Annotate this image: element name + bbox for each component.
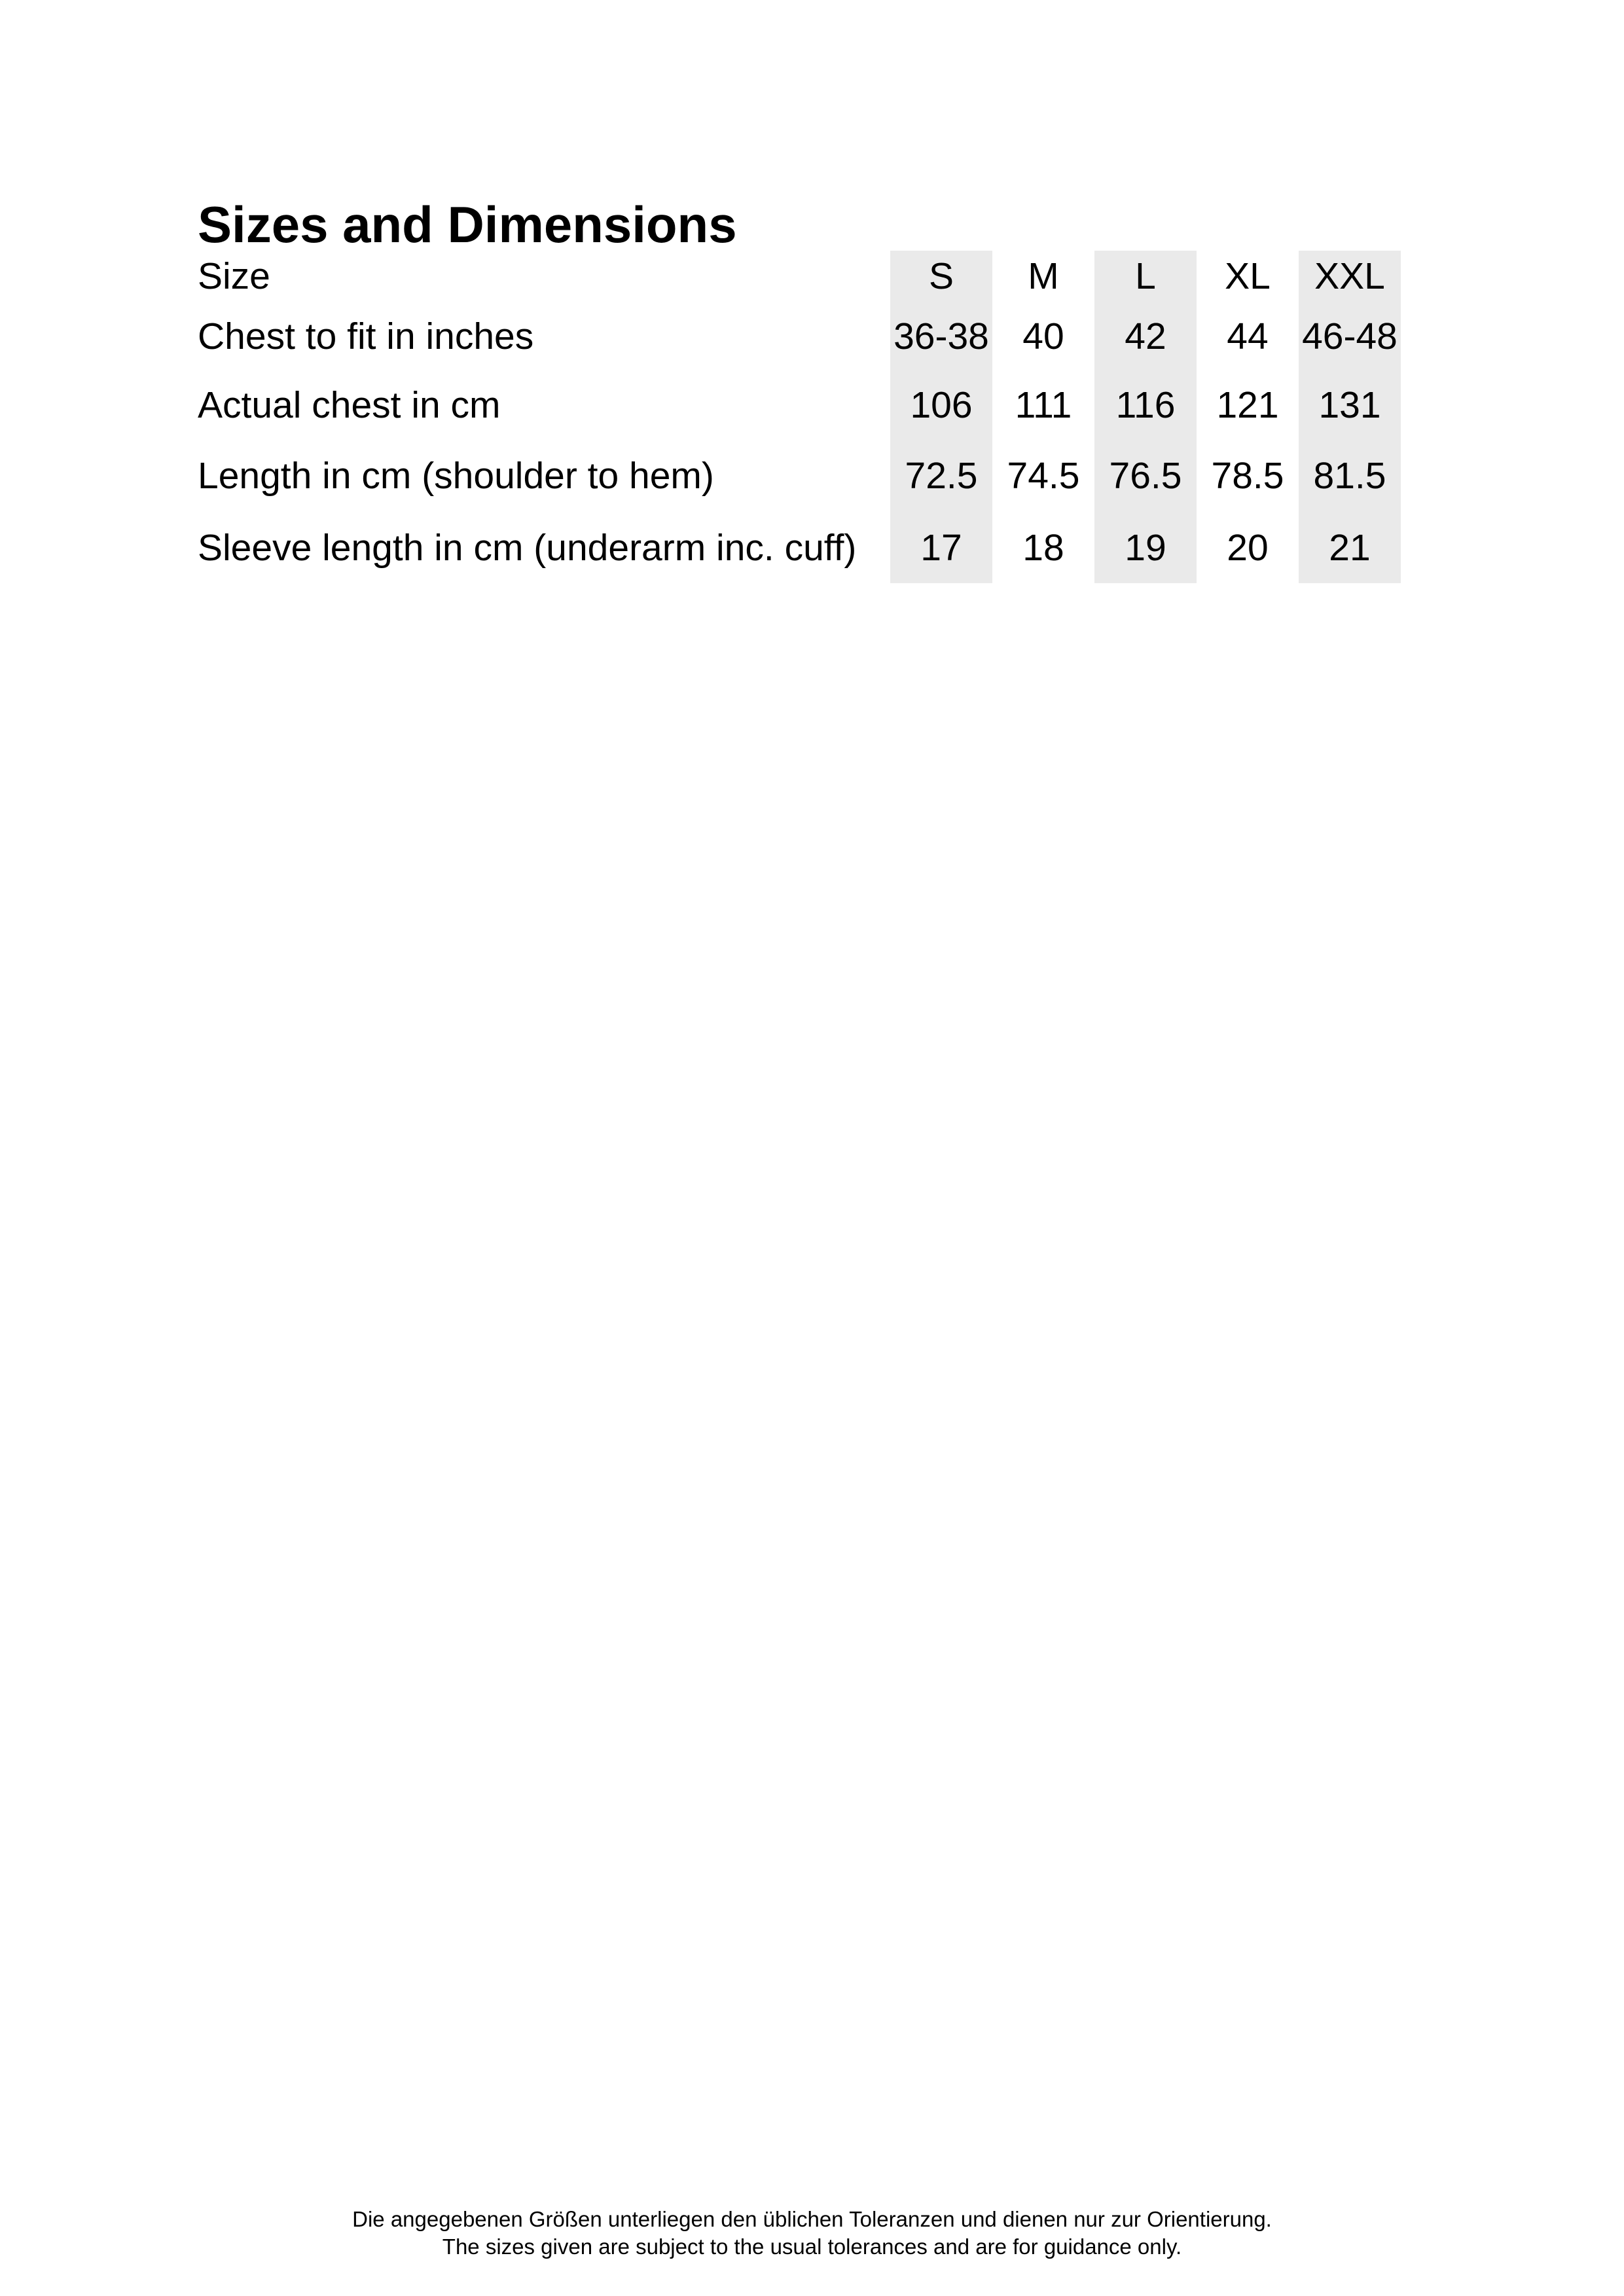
table-header-row: [198, 251, 1401, 302]
table-cell: 36-38: [890, 302, 992, 371]
table-row: [198, 512, 1401, 583]
size-s-header: S: [890, 251, 992, 302]
size-xxl-header: XXL: [1299, 251, 1401, 302]
row-label: Chest to fit in inches: [198, 315, 534, 357]
size-table: [198, 251, 1401, 583]
table-cell: 111: [1015, 384, 1072, 426]
row-label: Sleeve length in cm (underarm inc. cuff): [198, 527, 857, 569]
size-xl-header: XL: [1225, 255, 1271, 297]
row-label: Length in cm (shoulder to hem): [198, 455, 714, 497]
table-cell: 42: [1094, 302, 1197, 371]
table-cell: 81.5: [1299, 439, 1401, 512]
table-row: [198, 371, 1401, 439]
table-row: [198, 439, 1401, 512]
table-cell: 131: [1299, 371, 1401, 439]
table-cell: 78.5: [1211, 455, 1284, 497]
table-cell: 19: [1094, 512, 1197, 583]
table-cell: 72.5: [890, 439, 992, 512]
footer-disclaimer: [0, 2206, 1624, 2261]
footer-line-english: The sizes given are subject to the usual tolerances and are for guidance only.: [442, 2234, 1182, 2259]
size-m-header: M: [1028, 255, 1059, 297]
table-cell: 76.5: [1094, 439, 1197, 512]
table-cell: 21: [1299, 512, 1401, 583]
table-cell: 74.5: [1007, 455, 1080, 497]
table-cell: 121: [1216, 384, 1279, 426]
table-cell: 20: [1227, 527, 1269, 569]
page-title: Sizes and Dimensions: [198, 196, 737, 253]
footer-line-german: Die angegebenen Größen unterliegen den üblichen Toleranzen und dienen nur zur Orientierung.: [352, 2207, 1272, 2231]
table-cell: 46-48: [1299, 302, 1401, 371]
size-header-label: Size: [198, 255, 270, 297]
table-cell: 44: [1227, 315, 1269, 357]
row-label: Actual chest in cm: [198, 384, 501, 426]
table-cell: 106: [890, 371, 992, 439]
table-cell: 116: [1094, 371, 1197, 439]
size-l-header: L: [1094, 251, 1197, 302]
table-row: [198, 302, 1401, 371]
table-cell: 17: [890, 512, 992, 583]
table-cell: 40: [1022, 315, 1064, 357]
table-cell: 18: [1022, 527, 1064, 569]
